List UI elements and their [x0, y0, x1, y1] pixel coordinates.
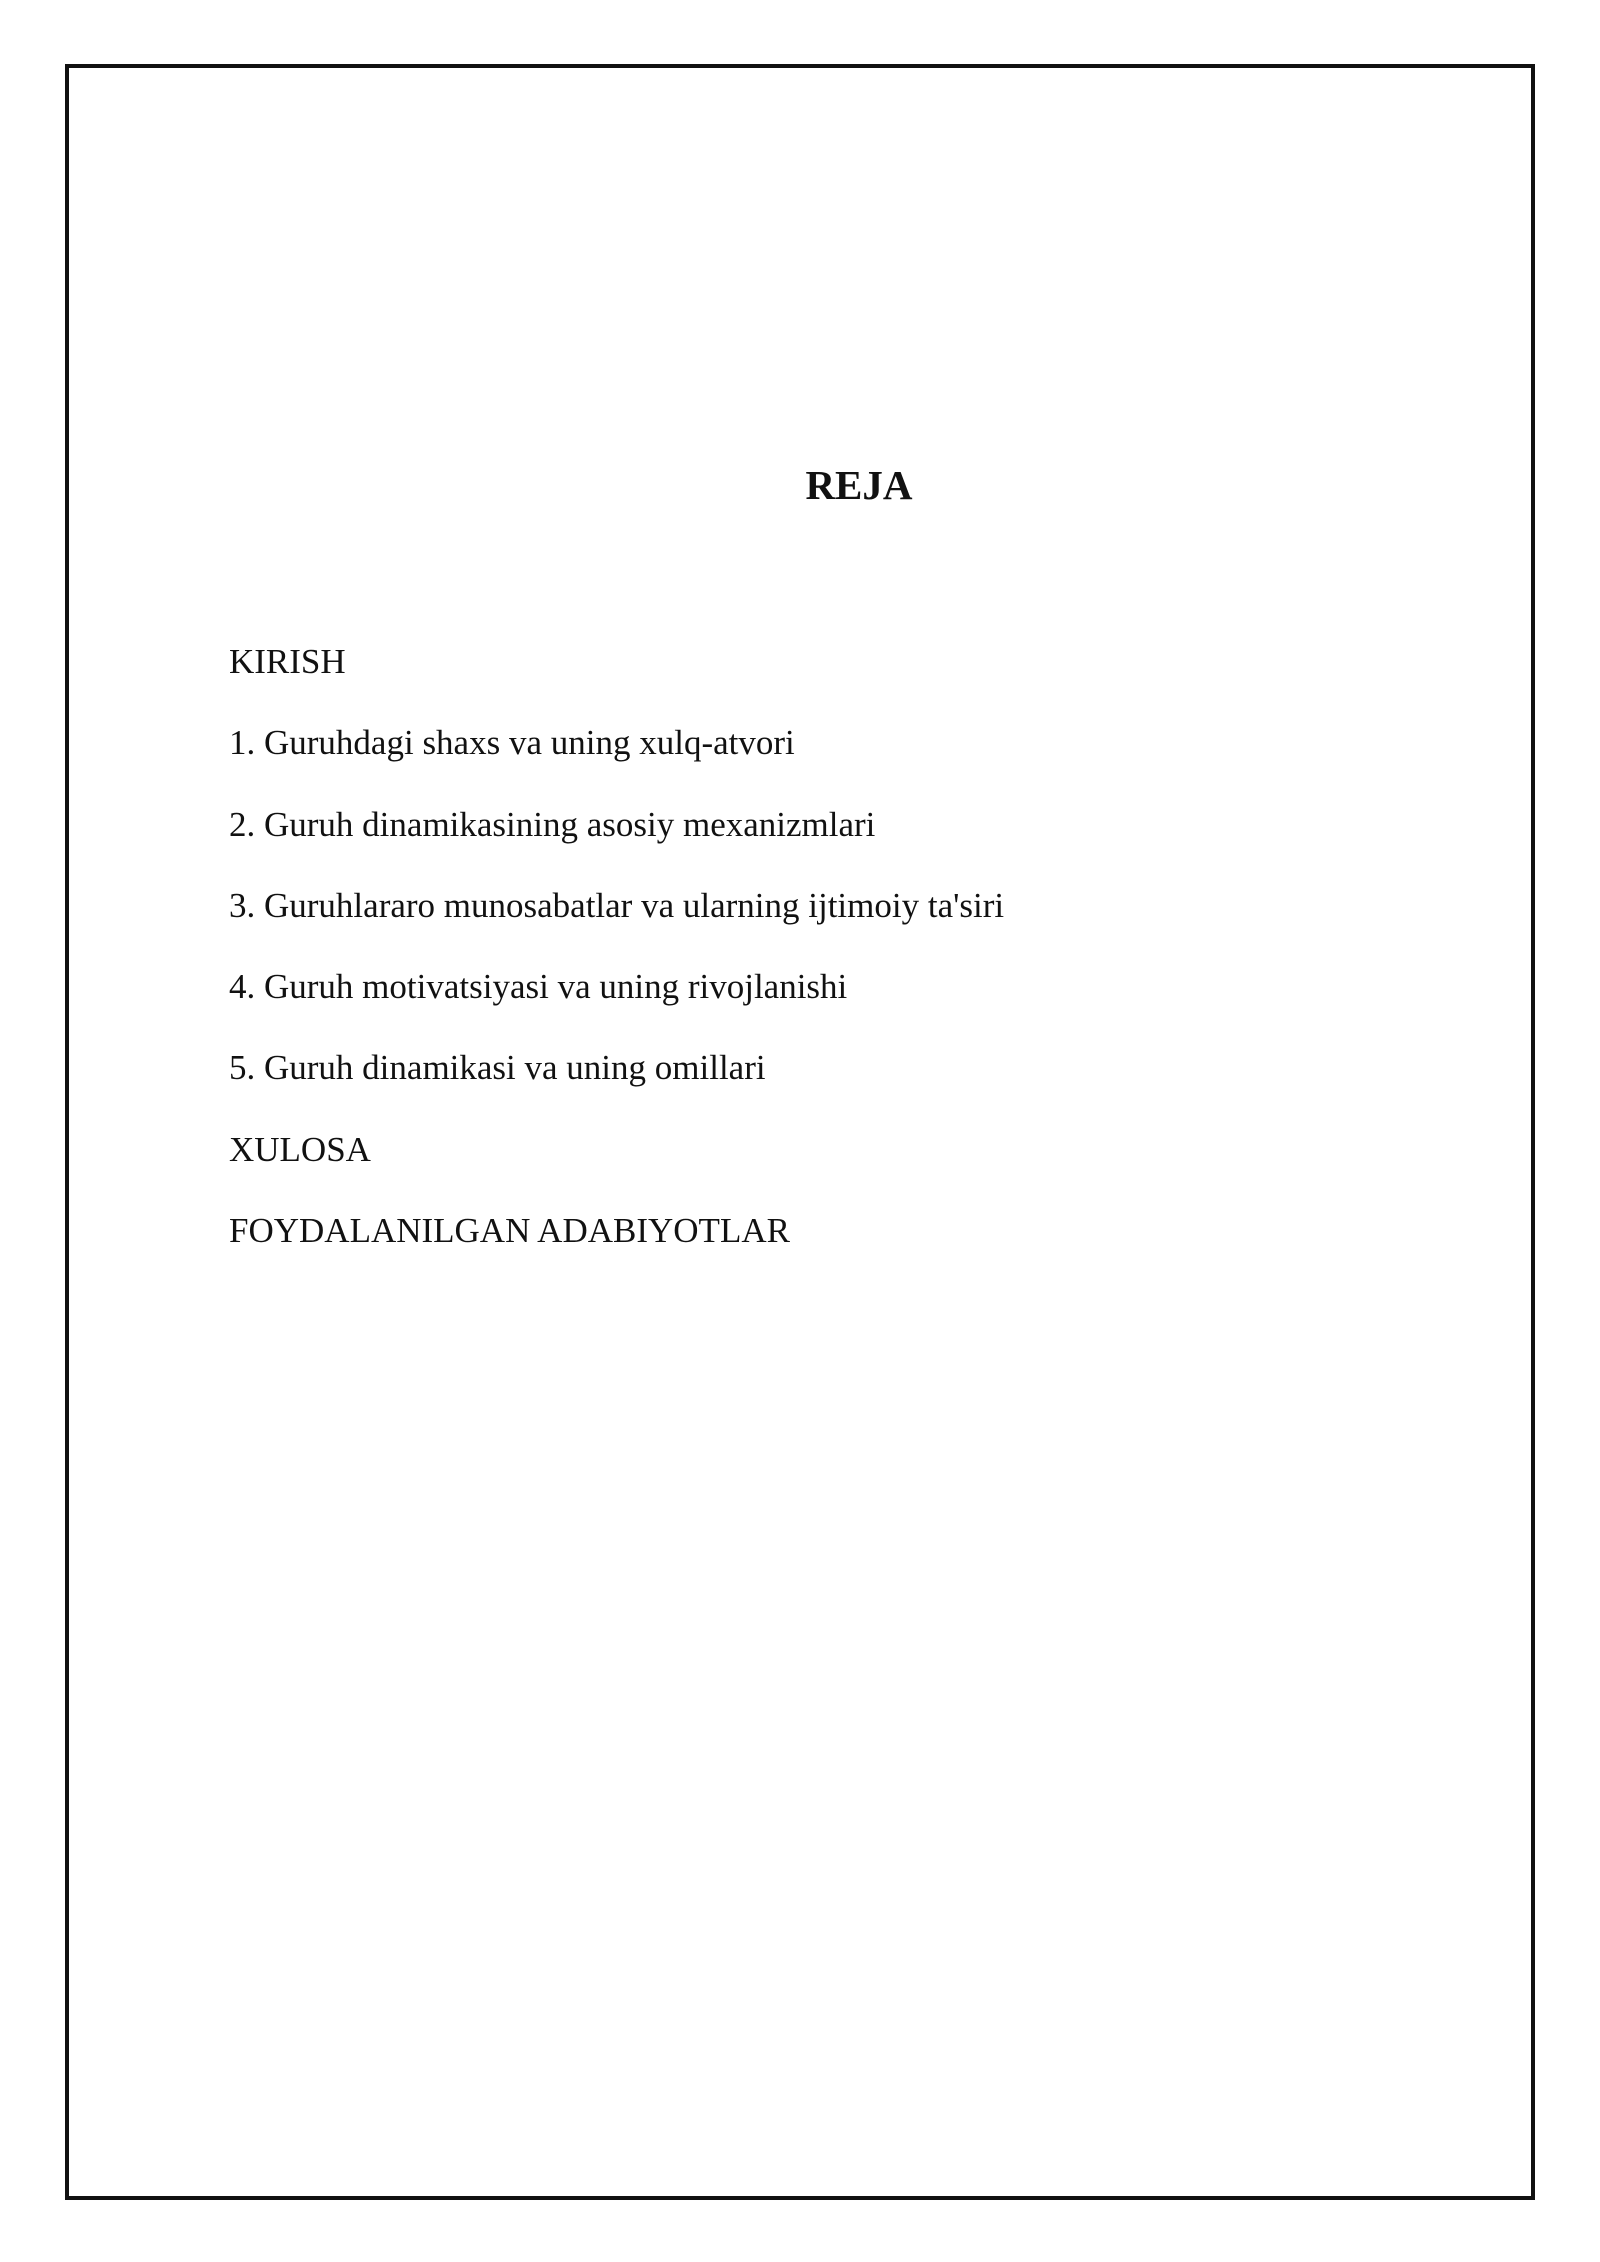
toc-item-conclusion: XULOSA	[229, 1129, 371, 1169]
toc-item-3: 3. Guruhlararo munosabatlar va ularning ijtimoiy ta'siri	[229, 885, 1005, 925]
toc-item-references: FOYDALANILGAN ADABIYOTLAR	[229, 1211, 790, 1251]
toc-item-intro: KIRISH	[229, 642, 346, 681]
page-title: REJA	[805, 462, 913, 508]
toc-item-1: 1. Guruhdagi shaxs va uning xulq-atvori	[229, 723, 795, 763]
toc-item-5: 5. Guruh dinamikasi va uning omillari	[229, 1048, 766, 1088]
table-of-contents	[229, 641, 1004, 1291]
toc-item-4: 4. Guruh motivatsiyasi va uning rivojlanishi	[229, 967, 848, 1007]
toc-item-2: 2. Guruh dinamikasining asosiy mexanizmlari	[229, 804, 876, 844]
